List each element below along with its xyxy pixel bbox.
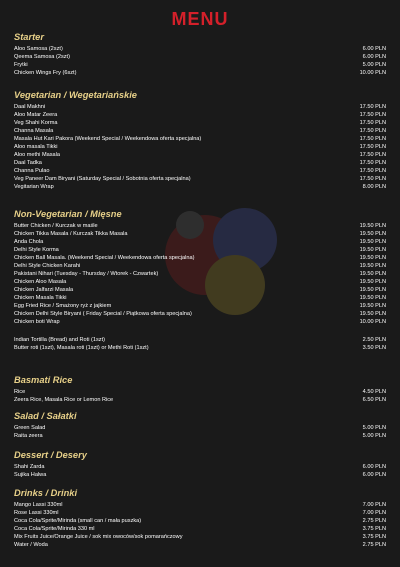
menu-item-name: Veg Paneer Dam Biryani (Saturday Special / Sobotnia oferta specjalna) bbox=[14, 176, 191, 182]
menu-item bbox=[14, 336, 386, 344]
menu-item bbox=[14, 254, 386, 262]
menu-item bbox=[14, 310, 386, 318]
menu-item-name: Mango Lassi 330ml bbox=[14, 502, 63, 508]
menu-title: MENU bbox=[171, 9, 229, 29]
menu-item bbox=[14, 167, 386, 175]
menu-item bbox=[14, 111, 386, 119]
menu-item-price: 19.50 PLN bbox=[359, 303, 386, 309]
menu-item-price: 17.50 PLN bbox=[359, 120, 386, 126]
menu-item-price: 19.50 PLN bbox=[359, 311, 386, 317]
menu-item-name: Delhi Style Korma bbox=[14, 247, 59, 253]
menu-item-price: 17.50 PLN bbox=[359, 168, 386, 174]
menu-item-price: 6.00 PLN bbox=[362, 464, 386, 470]
menu-item-name: Butter Chicken / Kurczak w maśle bbox=[14, 223, 98, 229]
menu-item-price: 17.50 PLN bbox=[359, 112, 386, 118]
menu-item bbox=[14, 509, 386, 517]
menu-item bbox=[14, 262, 386, 270]
menu-item-price: 17.50 PLN bbox=[359, 176, 386, 182]
menu-item bbox=[14, 222, 386, 230]
menu-item bbox=[14, 151, 386, 159]
menu-item-name: Daal Tadka bbox=[14, 160, 42, 166]
menu-item-price: 7.00 PLN bbox=[362, 510, 386, 516]
menu-item-name: Coca Cola/Sprite/Mirinda 330 ml bbox=[14, 526, 95, 532]
menu-item-price: 5.00 PLN bbox=[362, 62, 386, 68]
section-heading: Dessert / Desery bbox=[14, 450, 87, 460]
menu-item-price: 7.00 PLN bbox=[362, 502, 386, 508]
menu-item-price: 6.50 PLN bbox=[362, 397, 386, 403]
menu-item-price: 19.50 PLN bbox=[359, 247, 386, 253]
menu-item-name: Qeema Samosa (2szt) bbox=[14, 54, 70, 60]
menu-item bbox=[14, 246, 386, 254]
menu-item-name: Chicken Jalfarzi Masala bbox=[14, 287, 74, 293]
section-heading: Drinks / Drinki bbox=[14, 488, 78, 498]
menu-item-price: 17.50 PLN bbox=[359, 152, 386, 158]
menu-item bbox=[14, 103, 386, 111]
menu-item bbox=[14, 286, 386, 294]
menu-item bbox=[14, 119, 386, 127]
menu-item-name: Veg Shahi Korma bbox=[14, 120, 58, 126]
menu-item bbox=[14, 159, 386, 167]
menu-item bbox=[14, 471, 386, 479]
menu-item bbox=[14, 270, 386, 278]
menu-item-price: 5.00 PLN bbox=[362, 425, 386, 431]
menu-item-name: Aloo Matar Zeera bbox=[14, 112, 58, 118]
menu-item-price: 2.75 PLN bbox=[362, 518, 386, 524]
menu-item-name: Chicken Wings Fry (6szt) bbox=[14, 70, 77, 76]
section-heading: Non-Vegetarian / Mięsne bbox=[14, 209, 122, 219]
menu-item-price: 17.50 PLN bbox=[359, 136, 386, 142]
menu-item-name: Coca Cola/Sprite/Mirinda (small can / mała puszka) bbox=[14, 518, 142, 524]
menu-item-name: Frytki bbox=[14, 62, 28, 68]
menu-item-name: Chicken Tikka Masala / Kurczak Tikka Masala bbox=[14, 231, 128, 237]
menu-item-name: Green Salad bbox=[14, 425, 46, 431]
menu-item-price: 17.50 PLN bbox=[359, 160, 386, 166]
menu-item bbox=[14, 183, 386, 191]
menu-item-price: 19.50 PLN bbox=[359, 287, 386, 293]
menu-item-name: Channa Masala bbox=[14, 128, 54, 134]
menu-item-name: Raita zeera bbox=[14, 433, 43, 439]
menu-item-price: 10.00 PLN bbox=[359, 70, 386, 76]
menu-item-name: Chicken Ball Masala. (Weekend Special / Weekendowa oferta specjalna) bbox=[14, 255, 195, 261]
menu-item-price: 2.50 PLN bbox=[362, 337, 386, 343]
menu-item bbox=[14, 294, 386, 302]
section-heading: Starter bbox=[14, 32, 44, 42]
menu-item-name: Sujika Halwa bbox=[14, 472, 47, 478]
menu-item-price: 3.50 PLN bbox=[362, 345, 386, 351]
menu-item-name: Rice bbox=[14, 389, 26, 395]
menu-item-name: Mix Fruits Juice/Orange Juice / sok mix owoców/sok pomarańczowy bbox=[14, 534, 183, 540]
menu-item-name: Water / Woda bbox=[14, 542, 48, 548]
menu-item-name: Chicken Aloo Masala bbox=[14, 279, 67, 285]
menu-item-name: Zeera Rice, Masala Rice or Lemon Rice bbox=[14, 397, 114, 403]
menu-item-price: 4.50 PLN bbox=[362, 389, 386, 395]
menu-item-price: 17.50 PLN bbox=[359, 144, 386, 150]
menu-item bbox=[14, 525, 386, 533]
menu-item bbox=[14, 541, 386, 549]
menu-item bbox=[14, 388, 386, 396]
menu-item bbox=[14, 175, 386, 183]
section-heading: Vegetarian / Wegetariańskie bbox=[14, 90, 137, 100]
menu-item bbox=[14, 135, 386, 143]
menu-item-price: 17.50 PLN bbox=[359, 128, 386, 134]
menu-item-name: Aloo methi Masala bbox=[14, 152, 61, 158]
menu-item bbox=[14, 432, 386, 440]
menu-item-name: Rose Lassi 330ml bbox=[14, 510, 59, 516]
menu-item bbox=[14, 278, 386, 286]
menu-item bbox=[14, 463, 386, 471]
section-heading: Basmati Rice bbox=[14, 375, 73, 385]
menu-item-price: 2.75 PLN bbox=[362, 542, 386, 548]
menu-item bbox=[14, 45, 386, 53]
menu-item-price: 19.50 PLN bbox=[359, 239, 386, 245]
menu-item-name: Butter roti (1szt), Masala roti (1szt) or Methi Roti (1szt) bbox=[14, 345, 149, 351]
menu-item-name: Vegitarian Wrap bbox=[14, 184, 54, 190]
menu-item bbox=[14, 127, 386, 135]
menu-item bbox=[14, 318, 386, 326]
menu-item bbox=[14, 533, 386, 541]
menu-item-name: Masala Hut Kari Pakora (Weekend Special / Weekendowa oferta specjalna) bbox=[14, 136, 202, 142]
menu-item bbox=[14, 302, 386, 310]
menu-item-price: 6.00 PLN bbox=[362, 46, 386, 52]
menu-item-price: 5.00 PLN bbox=[362, 433, 386, 439]
menu-item bbox=[14, 517, 386, 525]
menu-item-price: 19.50 PLN bbox=[359, 255, 386, 261]
menu-item-price: 19.50 PLN bbox=[359, 279, 386, 285]
menu-item bbox=[14, 424, 386, 432]
menu-item bbox=[14, 230, 386, 238]
menu-item-name: Chicken Delhi Style Biryani ( Friday Special / Piątkowa oferta specjalna) bbox=[14, 311, 192, 317]
menu-item-price: 19.50 PLN bbox=[359, 231, 386, 237]
menu-item-price: 17.50 PLN bbox=[359, 104, 386, 110]
menu-item bbox=[14, 53, 386, 61]
menu-item-price: 8.00 PLN bbox=[362, 184, 386, 190]
menu-item-name: Channa Pulao bbox=[14, 168, 50, 174]
menu-item-price: 10.00 PLN bbox=[359, 319, 386, 325]
menu-item-price: 6.00 PLN bbox=[362, 54, 386, 60]
menu-item bbox=[14, 61, 386, 69]
menu-item-name: Delhi Style Chicken Karahi bbox=[14, 263, 81, 269]
menu-item-name: Daal Makhni bbox=[14, 104, 46, 110]
menu-item-price: 3.75 PLN bbox=[362, 534, 386, 540]
menu-item-price: 19.50 PLN bbox=[359, 295, 386, 301]
menu-item-name: Egg Fried Rice / Smażony ryż z jajkiem bbox=[14, 303, 112, 309]
menu-item-price: 19.50 PLN bbox=[359, 263, 386, 269]
menu-item-name: Chicken Masala Tikki bbox=[14, 295, 67, 301]
menu-item-price: 6.00 PLN bbox=[362, 472, 386, 478]
menu-item-name: Anda Chola bbox=[14, 239, 44, 245]
menu-item bbox=[14, 344, 386, 352]
menu-item-name: Chicken boti Wrap bbox=[14, 319, 60, 325]
menu-item-name: Pakistani Nihari (Tuesday - Thursday / Wtorek - Czwartek) bbox=[14, 271, 159, 277]
menu-item-name: Indian Tortilla (Bread) and Roti (1szt) bbox=[14, 337, 105, 343]
section-heading: Salad / Sałatki bbox=[14, 411, 77, 421]
menu-item-price: 19.50 PLN bbox=[359, 223, 386, 229]
menu-item bbox=[14, 501, 386, 509]
menu-item-price: 19.50 PLN bbox=[359, 271, 386, 277]
menu-item bbox=[14, 143, 386, 151]
menu-item-price: 3.75 PLN bbox=[362, 526, 386, 532]
menu-item-name: Aloo Samosa (2szt) bbox=[14, 46, 63, 52]
menu-item-name: Shahi Zarda bbox=[14, 464, 45, 470]
menu-item bbox=[14, 69, 386, 77]
menu-item bbox=[14, 396, 386, 404]
menu-item bbox=[14, 238, 386, 246]
menu-item-name: Aloo masala Tikki bbox=[14, 144, 58, 150]
